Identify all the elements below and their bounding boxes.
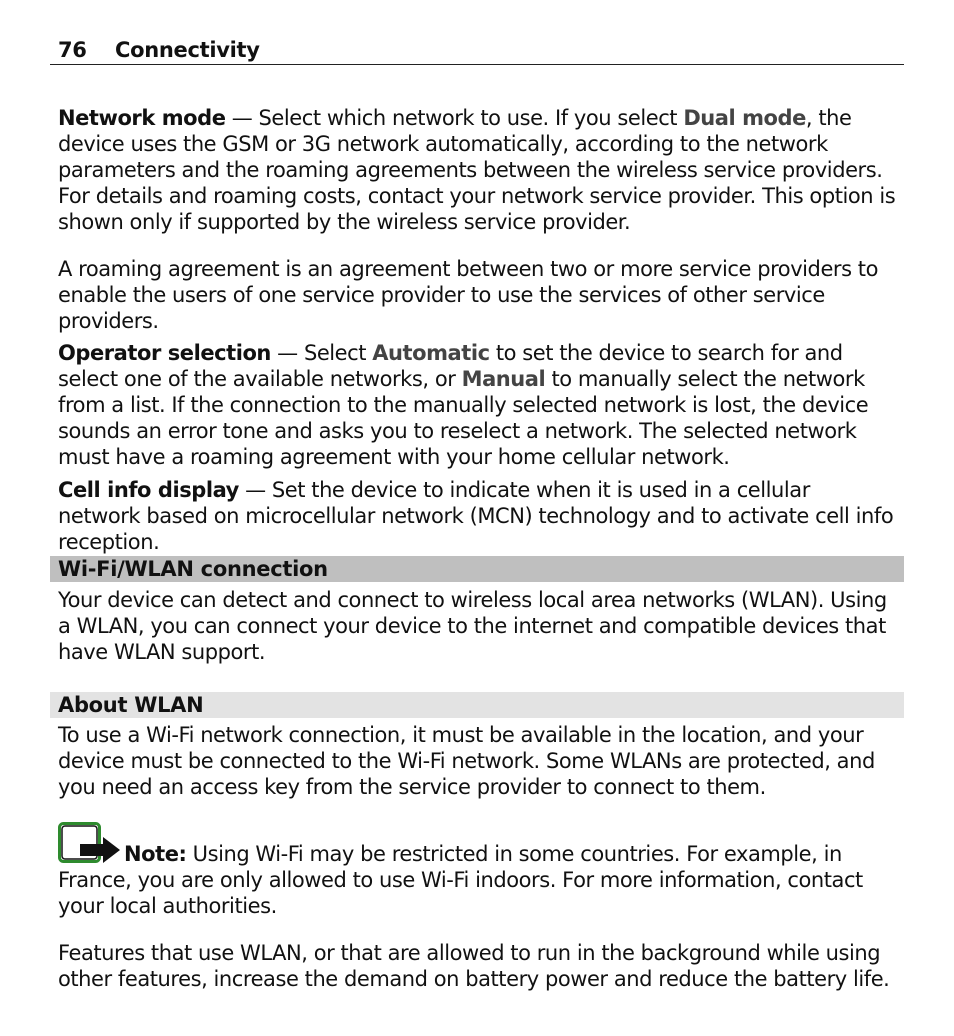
cell-info-text: — Set the device to indicate when it is used in a cellular network based on microcellular network (MCN) technology and to activate cell info reception. xyxy=(58,478,894,554)
note-label: Note: xyxy=(124,842,187,866)
operator-selection-term: Operator selection xyxy=(58,341,271,365)
about-wlan-heading xyxy=(50,692,904,718)
operator-selection-text-2: to set the device to search for and select one of the available networks, or xyxy=(58,341,843,391)
operator-selection-text-3: to manually select the network from a list. If the connection to the manually selected network is lost, the device sounds an error tone and asks you to reselect a network. The selected network must have a roaming agreement with your home cellular network. xyxy=(58,367,869,469)
wlan-section-heading xyxy=(50,556,904,582)
network-mode-text-2: , the device uses the GSM or 3G network automatically, according to the network parameters and the roaming agreements between the wireless service providers. For details and roaming costs, contact your network service provider. This option is shown only if supported by the wireless service provider. xyxy=(58,106,896,234)
cell-info-paragraph xyxy=(58,477,898,555)
note-paragraph xyxy=(58,841,898,919)
automatic-option: Automatic xyxy=(372,341,490,365)
network-mode-paragraph xyxy=(58,105,898,235)
network-mode-text-1: — Select which network to use. If you select xyxy=(225,106,684,130)
section-title: Connectivity xyxy=(115,38,260,62)
about-wlan-heading-label: About WLAN xyxy=(58,693,204,717)
wlan-intro-paragraph: Your device can detect and connect to wireless local area networks (WLAN). Using a WLAN, you can connect your device to the internet and compatible devices that have WLAN support. xyxy=(58,588,887,664)
battery-paragraph: Features that use WLAN, or that are allowed to run in the background while using other features, increase the demand on battery power and reduce the battery life. xyxy=(58,941,890,991)
manual-option: Manual xyxy=(461,367,546,391)
roaming-paragraph: A roaming agreement is an agreement between two or more service providers to enable the users of one service provider to use the services of other service providers. xyxy=(58,257,878,333)
operator-selection-paragraph xyxy=(58,340,898,470)
network-mode-term: Network mode xyxy=(58,106,226,130)
dual-mode-option: Dual mode xyxy=(683,106,806,130)
about-wlan-paragraph: To use a Wi-Fi network connection, it must be available in the location, and your device must be connected to the Wi-Fi network. Some WLANs are protected, and you need an access key from the service provider to connect to them. xyxy=(58,723,875,799)
page-header xyxy=(50,34,904,65)
wlan-heading-label: Wi-Fi/WLAN connection xyxy=(58,557,328,581)
note-text: Using Wi-Fi may be restricted in some countries. For example, in France, you are only allowed to use Wi-Fi indoors. For more information, contact your local authorities. xyxy=(58,842,863,918)
cell-info-term: Cell info display xyxy=(58,478,239,502)
page-number: 76 xyxy=(58,38,87,62)
operator-selection-text-1: — Select xyxy=(270,341,373,365)
